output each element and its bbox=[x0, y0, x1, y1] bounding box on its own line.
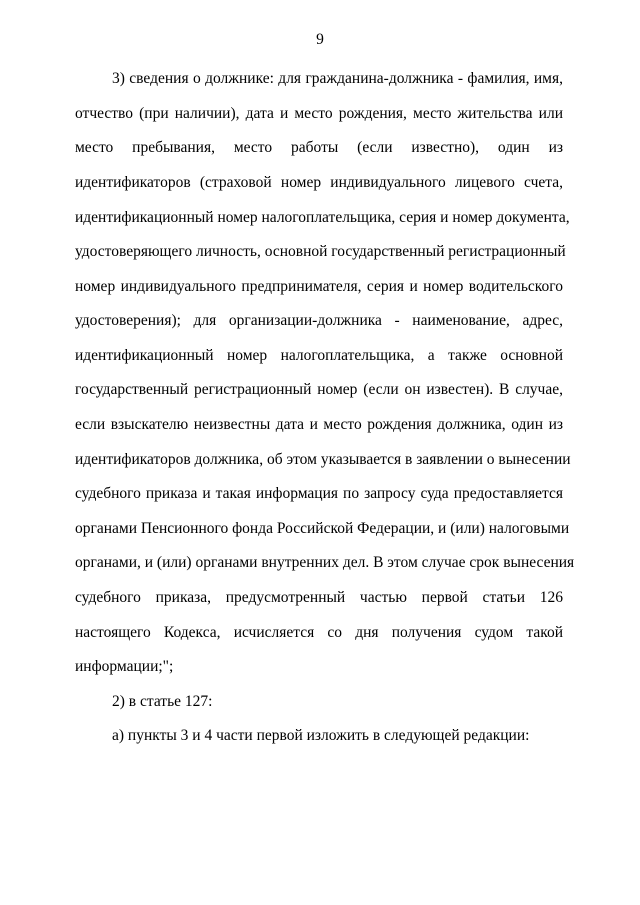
paragraph-line: судебного приказа, предусмотренный частью первой статьи 126 bbox=[75, 589, 563, 606]
paragraph-line: если взыскателю неизвестны дата и место рождения должника, один из bbox=[75, 416, 563, 433]
article-reference: 2) в статье 127: bbox=[112, 693, 213, 710]
paragraph-line: место пребывания, место работы (если известно), один из bbox=[75, 139, 563, 156]
paragraph-line: идентификаторов должника, об этом указывается в заявлении о вынесении bbox=[75, 451, 571, 468]
paragraph-line: органами Пенсионного фонда Российской Федерации, и (или) налоговыми bbox=[75, 520, 570, 537]
paragraph-line: отчество (при наличии), дата и место рождения, место жительства или bbox=[75, 105, 563, 122]
page-number: 9 bbox=[316, 31, 324, 48]
paragraph-line: государственный регистрационный номер (если он известен). В случае, bbox=[75, 381, 563, 398]
paragraph-line: удостоверения); для организации-должника - наименование, адрес, bbox=[75, 312, 563, 329]
paragraph-line: информации;"; bbox=[75, 658, 174, 675]
paragraph-line: идентификационный номер налогоплательщика, а также основной bbox=[75, 347, 563, 364]
paragraph-line: органами, и (или) органами внутренних дел. В этом случае срок вынесения bbox=[75, 554, 575, 571]
paragraph-line: 3) сведения о должнике: для гражданина-должника - фамилия, имя, bbox=[112, 70, 563, 87]
subparagraph-line: а) пункты 3 и 4 части первой изложить в следующей редакции: bbox=[112, 727, 530, 744]
paragraph-line: удостоверяющего личность, основной государственный регистрационный bbox=[75, 243, 566, 260]
paragraph-line: идентификаторов (страховой номер индивидуального лицевого счета, bbox=[75, 174, 563, 191]
paragraph-line: судебного приказа и такая информация по запросу суда предоставляется bbox=[75, 485, 563, 502]
paragraph-line: номер индивидуального предпринимателя, серия и номер водительского bbox=[75, 278, 563, 295]
paragraph-line: идентификационный номер налогоплательщика, серия и номер документа, bbox=[75, 209, 570, 226]
paragraph-line: настоящего Кодекса, исчисляется со дня получения судом такой bbox=[75, 624, 563, 641]
